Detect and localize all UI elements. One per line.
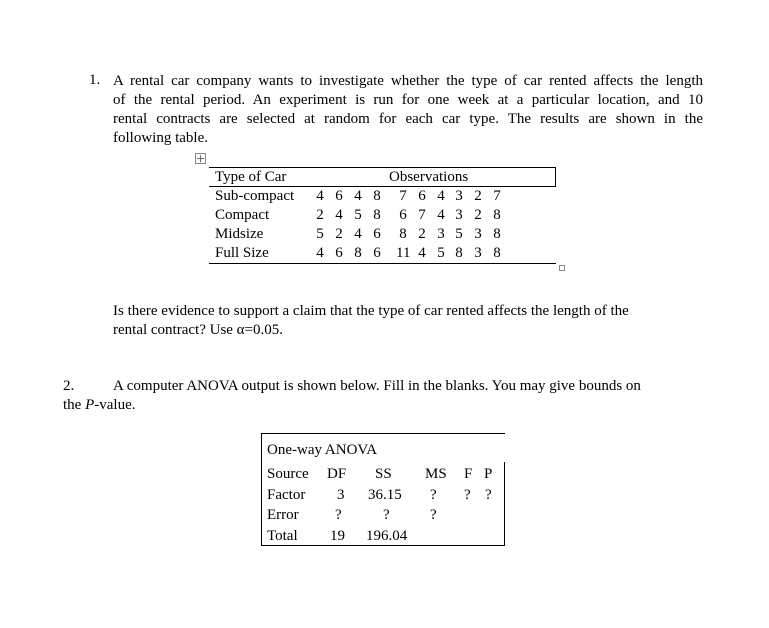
obs-cell: 3: [437, 226, 445, 242]
q1-line-1: A rental car company wants to investigate whether the type of car rented affects the length: [113, 73, 703, 89]
obs-cell: 5: [316, 226, 324, 242]
car-type-cell: Compact: [215, 207, 270, 223]
anova-cell: Factor: [267, 487, 306, 503]
anova-output-box: [261, 433, 505, 546]
obs-cell: 6: [373, 245, 381, 261]
obs-cell: 8: [493, 245, 501, 261]
obs-cell: 3: [474, 245, 482, 261]
table-row: [209, 206, 556, 225]
obs-cell: 5: [437, 245, 445, 261]
obs-cell: 8: [354, 245, 362, 261]
header-type-of-car: Type of Car: [215, 169, 287, 185]
obs-cell: 8: [455, 245, 463, 261]
anova-cell: Total: [267, 528, 298, 544]
anova-header-df: DF: [327, 466, 347, 482]
obs-cell: 8: [399, 226, 407, 242]
obs-cell: 11: [396, 245, 411, 261]
anova-cell: ?: [383, 507, 390, 523]
anova-box-right-border: [504, 462, 505, 546]
obs-cell: 8: [493, 207, 501, 223]
obs-cell: 4: [354, 226, 362, 242]
table-header-row: [209, 168, 556, 187]
anova-header-p: P: [484, 466, 493, 482]
obs-cell: 6: [373, 226, 381, 242]
anova-cell: ?: [430, 507, 437, 523]
obs-cell: 2: [474, 188, 482, 204]
question-2-number: 2.: [63, 378, 75, 394]
obs-cell: 6: [335, 188, 343, 204]
obs-cell: 7: [493, 188, 501, 204]
q2-line-2: [63, 397, 135, 414]
anova-cell: ?: [430, 487, 437, 503]
obs-cell: 2: [316, 207, 324, 223]
obs-cell: 3: [474, 226, 482, 242]
obs-cell: 4: [437, 207, 445, 223]
obs-cell: 4: [335, 207, 343, 223]
car-type-cell: Sub-compact: [215, 188, 295, 204]
anova-cell: 36.15: [368, 487, 402, 503]
q2-line-1: A computer ANOVA output is shown below. Fill in the blanks. You may give bounds on: [113, 378, 641, 394]
anova-title: One-way ANOVA: [267, 442, 378, 458]
q2-line-2-post: -value.: [94, 397, 136, 413]
anova-cell: ?: [464, 487, 471, 503]
anova-cell: ?: [485, 487, 492, 503]
q1-line-3: rental contracts are selected at random for each car type. The results are shown in the: [113, 111, 703, 127]
car-rental-table: [209, 167, 556, 264]
anova-cell: 196.04: [366, 528, 408, 544]
obs-cell: 4: [316, 188, 324, 204]
question-1-prompt: [113, 302, 703, 340]
anova-cell: 3: [337, 487, 345, 503]
obs-cell: 4: [418, 245, 426, 261]
obs-cell: 2: [418, 226, 426, 242]
obs-cell: 4: [437, 188, 445, 204]
car-type-cell: Midsize: [215, 226, 264, 242]
obs-cell: 5: [455, 226, 463, 242]
obs-cell: 2: [474, 207, 482, 223]
table-resize-handle[interactable]: [559, 265, 565, 271]
car-type-cell: Full Size: [215, 245, 269, 261]
anova-cell: 19: [330, 528, 345, 544]
anova-header-ss: SS: [375, 466, 392, 482]
q1-line-4: following table.: [113, 130, 208, 146]
question-1-text: [113, 72, 703, 148]
obs-cell: 6: [399, 207, 407, 223]
obs-cell: 3: [455, 188, 463, 204]
table-move-handle-icon[interactable]: +: [196, 152, 206, 165]
obs-cell: 6: [335, 245, 343, 261]
obs-cell: 4: [354, 188, 362, 204]
obs-cell: 4: [316, 245, 324, 261]
anova-header-f: F: [464, 466, 473, 482]
obs-cell: 8: [373, 188, 381, 204]
obs-cell: 5: [354, 207, 362, 223]
obs-cell: 7: [418, 207, 426, 223]
q1-prompt-line-2: rental contract? Use α=0.05.: [113, 322, 284, 338]
q1-line-2: of the rental period. An experiment is run for one week at a particular location, and 10: [113, 92, 703, 108]
obs-cell: 2: [335, 226, 343, 242]
obs-cell: 8: [373, 207, 381, 223]
q2-line-2-italic: P: [85, 397, 95, 413]
anova-header-source: Source: [267, 466, 309, 482]
q1-prompt-line-1: Is there evidence to support a claim that the type of car rented affects the length of the: [113, 303, 629, 319]
obs-cell: 3: [455, 207, 463, 223]
table-row: [209, 244, 556, 263]
obs-cell: 6: [418, 188, 426, 204]
table-row: [209, 187, 556, 206]
obs-cell: 7: [399, 188, 407, 204]
obs-cell: 8: [493, 226, 501, 242]
header-observations: Observations: [389, 169, 469, 185]
q2-line-2-pre: the: [63, 397, 86, 413]
anova-cell: ?: [335, 507, 342, 523]
anova-cell: Error: [267, 507, 299, 523]
table-row: [209, 225, 556, 244]
question-1-number: 1.: [89, 72, 101, 88]
anova-header-ms: MS: [425, 466, 447, 482]
